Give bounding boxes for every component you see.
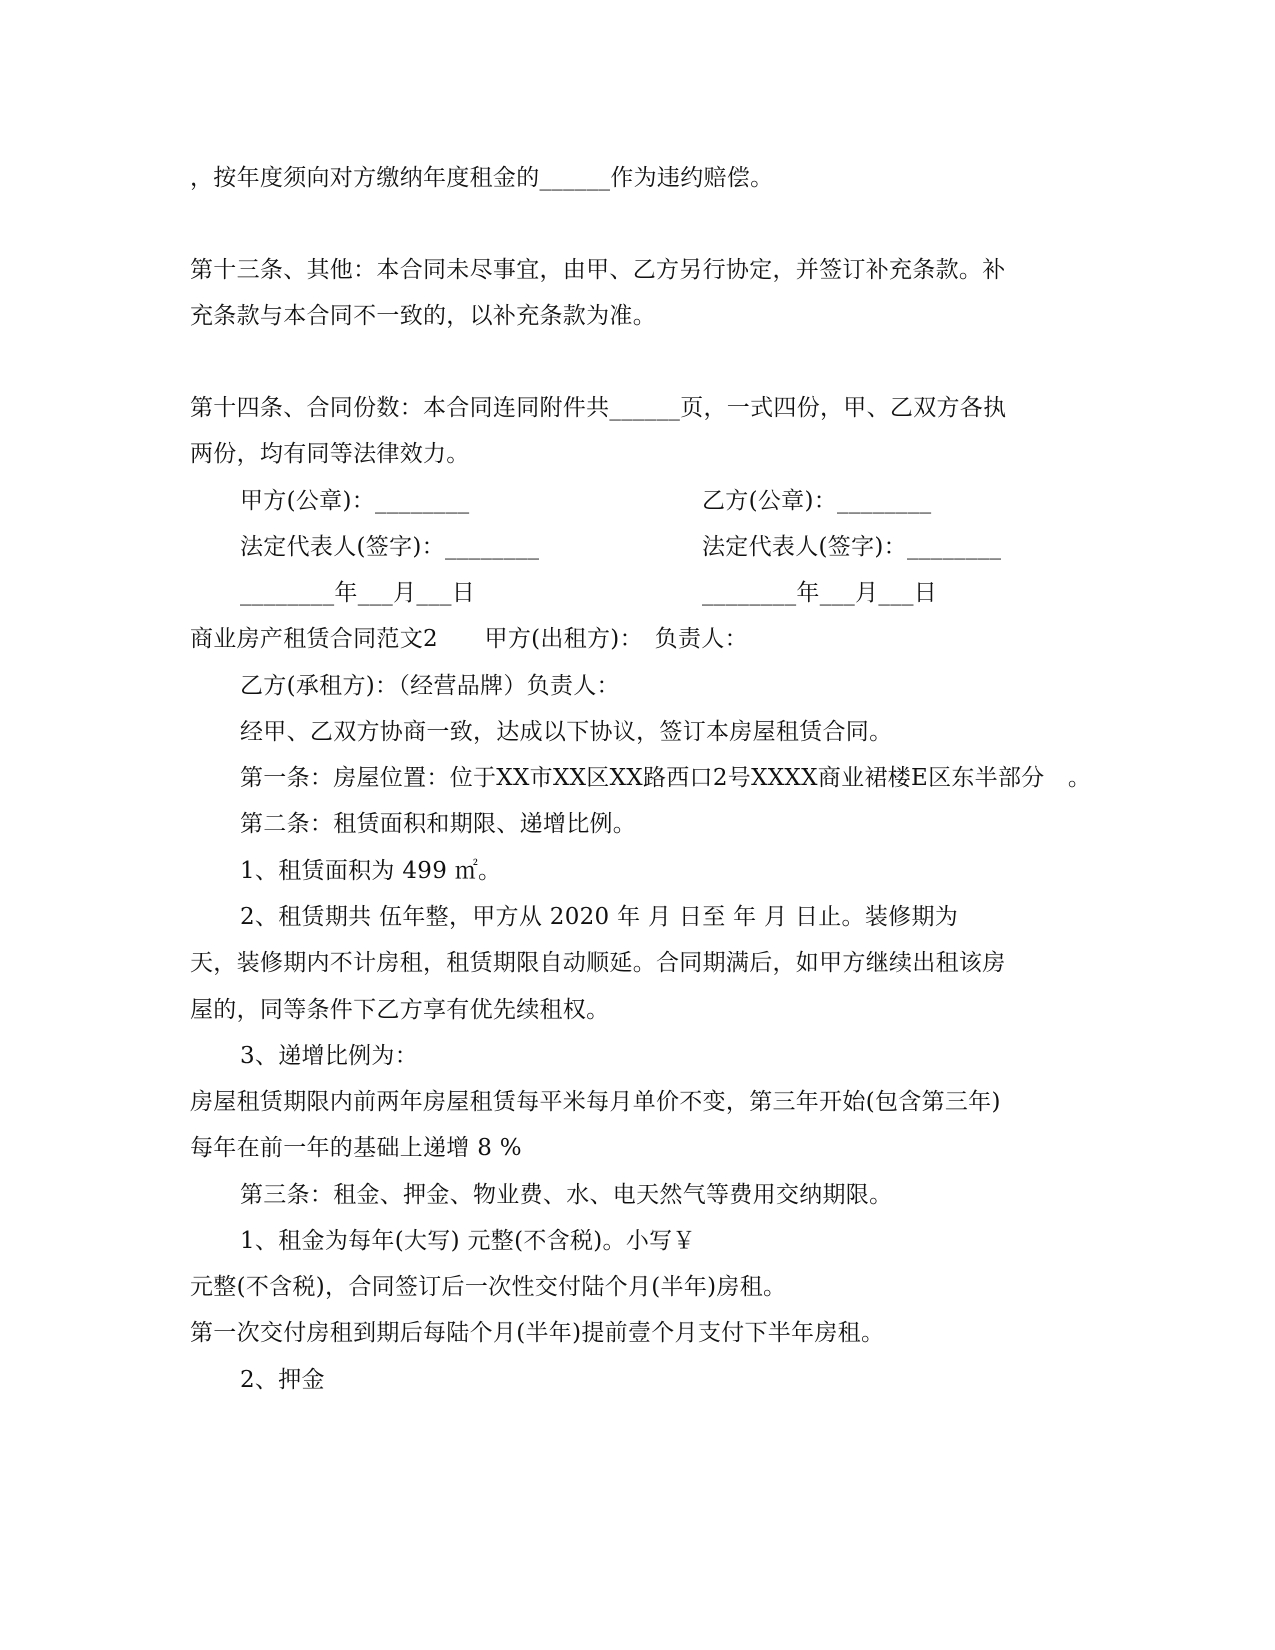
article-3-item-1-line-1: 1、租金为每年(大写) 元整(不含税)。小写￥ — [240, 1228, 696, 1254]
article-2-item-3: 3、递增比例为： — [240, 1043, 419, 1069]
article-3-heading: 第三条：租金、押金、物业费、水、电天然气等费用交纳期限。 — [240, 1182, 893, 1208]
party-a-seal: 甲方(公章)：________ — [240, 488, 470, 514]
party-b-representative: 法定代表人(签字)：________ — [702, 534, 1002, 560]
party-a-date: ________年___月___日 — [240, 580, 476, 606]
article-2-item-2-line-1: 2、租赁期共 伍年整，甲方从 2020 年 月 日至 年 月 日止。装修期为 — [240, 904, 959, 930]
article-3-item-1-line-2: 元整(不含税)，合同签订后一次性交付陆个月(半年)房租。 — [190, 1274, 787, 1300]
clause-14-line-2: 两份，均有同等法律效力。 — [190, 441, 470, 467]
party-b-lessee-line: 乙方(承租方)：（经营品牌）负责人： — [240, 673, 620, 699]
article-1-location: 第一条：房屋位置：位于XX市XX区XX路西口2号XXXX商业裙楼E区东半部分 。 — [240, 765, 1092, 791]
clause-13-line-1: 第十三条、其他：本合同未尽事宜，由甲、乙方另行协定，并签订补充条款。补 — [190, 257, 1006, 283]
party-b-date: ________年___月___日 — [702, 580, 938, 606]
contract-2-title-line: 商业房产租赁合同范文2 甲方(出租方)： 负责人： — [190, 626, 748, 652]
article-2-heading: 第二条：租赁面积和期限、递增比例。 — [240, 811, 637, 837]
clause-14-line-1: 第十四条、合同份数：本合同连同附件共______页，一式四份，甲、乙双方各执 — [190, 395, 1007, 421]
article-3-item-1-line-3: 第一次交付房租到期后每陆个月(半年)提前壹个月支付下半年房租。 — [190, 1320, 885, 1346]
clause-12-tail: ，按年度须向对方缴纳年度租金的______作为违约赔偿。 — [190, 165, 774, 191]
increase-rule-line-2: 每年在前一年的基础上递增 8 % — [190, 1135, 522, 1161]
increase-rule-line-1: 房屋租赁期限内前两年房屋租赁每平米每月单价不变，第三年开始(包含第三年) — [190, 1089, 1001, 1115]
party-a-representative: 法定代表人(签字)：________ — [240, 534, 540, 560]
article-2-item-1: 1、租赁面积为 499 ㎡。 — [240, 858, 502, 884]
agreement-intro: 经甲、乙双方协商一致，达成以下协议，签订本房屋租赁合同。 — [240, 719, 893, 745]
clause-13-line-2: 充条款与本合同不一致的，以补充条款为准。 — [190, 303, 656, 329]
article-3-item-2: 2、押金 — [240, 1367, 325, 1393]
article-2-item-2-line-3: 屋的，同等条件下乙方享有优先续租权。 — [190, 997, 610, 1023]
article-2-item-2-line-2: 天，装修期内不计房租，租赁期限自动顺延。合同期满后，如甲方继续出租该房 — [190, 950, 1006, 976]
party-b-seal: 乙方(公章)：________ — [702, 488, 932, 514]
